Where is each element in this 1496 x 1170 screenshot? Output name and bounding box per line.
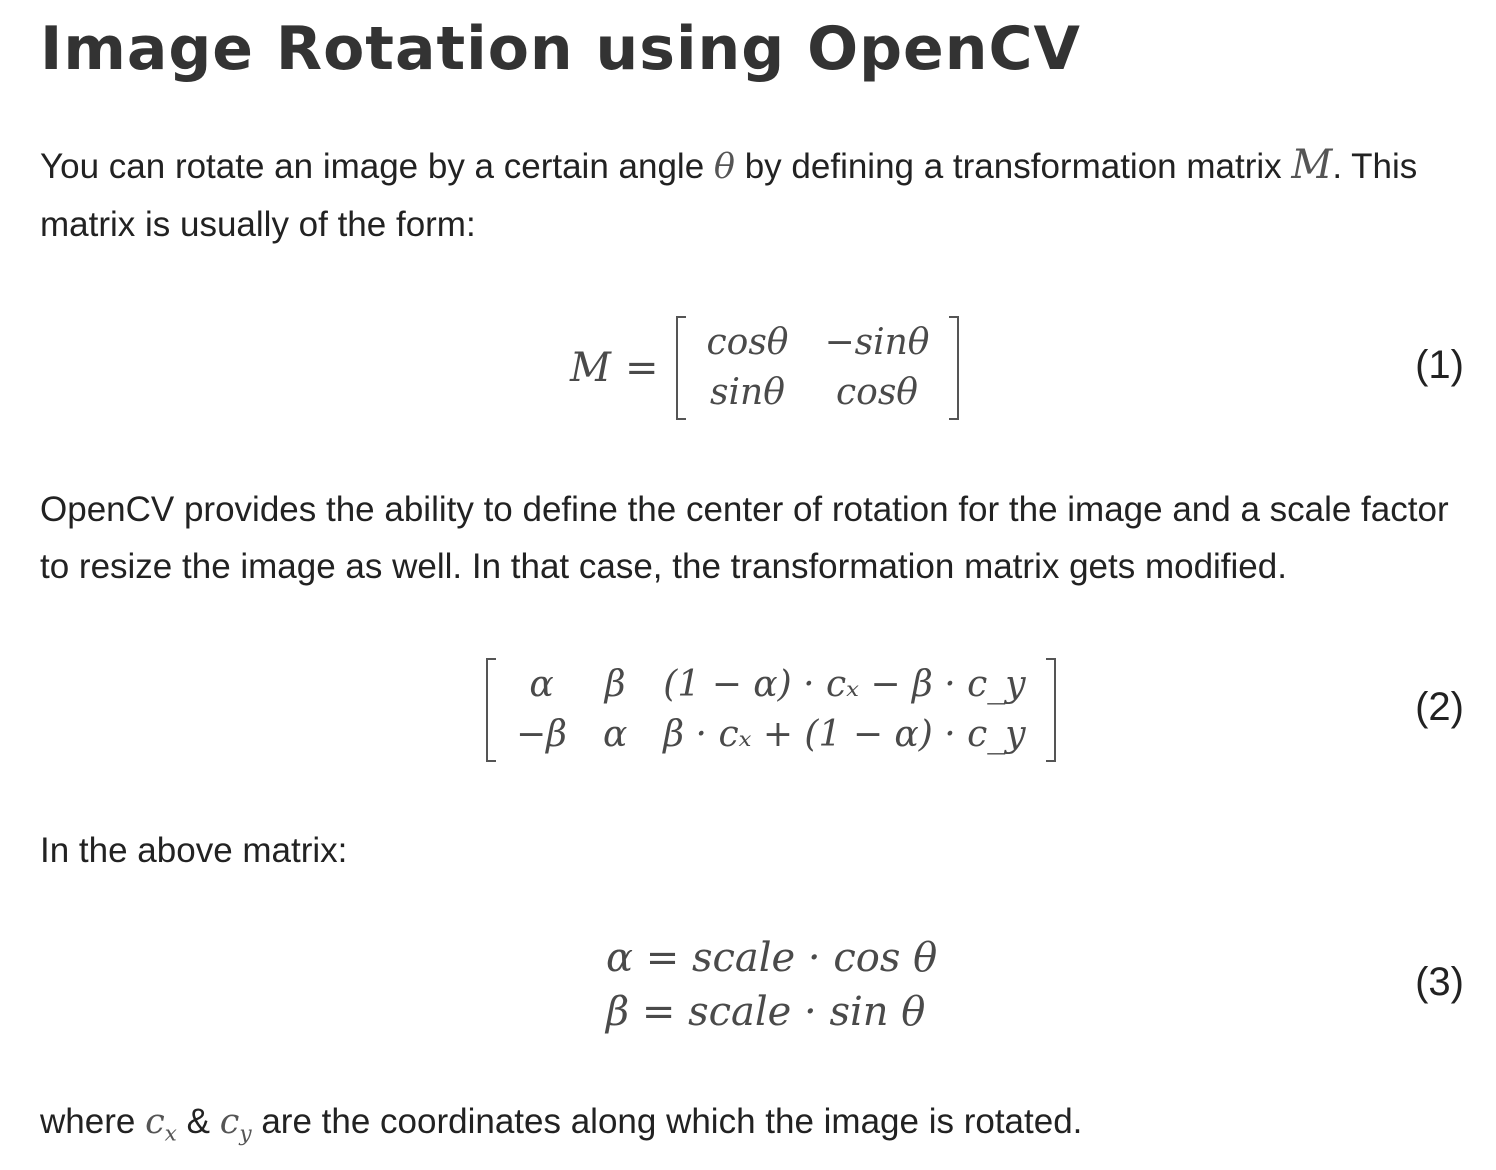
eq2-bracket bbox=[486, 658, 1056, 762]
eq1-lhs: M = bbox=[570, 344, 659, 391]
cx-symbol: $c_x$ bbox=[145, 1102, 177, 1147]
alpha-beta-definitions bbox=[606, 930, 937, 1040]
equation-number-2: (2) bbox=[1415, 685, 1464, 729]
eq1-cell: cosθ bbox=[835, 371, 918, 413]
beta-definition: β = scale · sin θ bbox=[606, 989, 926, 1035]
page-title: Image Rotation using OpenCV bbox=[40, 14, 1081, 84]
intro-paragraph bbox=[40, 137, 1470, 253]
eq2-cell: (1 − α) · cₓ − β · c_y bbox=[663, 664, 1026, 705]
equation-2 bbox=[0, 655, 1496, 765]
eq1-bracket bbox=[676, 316, 959, 420]
intro-text-2: by defining a transformation matrix bbox=[744, 147, 1282, 186]
matrix-symbol: M bbox=[1291, 142, 1333, 188]
theta-symbol: θ bbox=[713, 147, 735, 187]
intro-text-3: . This matrix is usually of the form: bbox=[40, 147, 1418, 244]
closing-paragraph bbox=[40, 1093, 1470, 1163]
eq1-cell: sinθ bbox=[710, 371, 785, 413]
eq2-cell: α bbox=[529, 664, 554, 705]
eq2-cell: −β bbox=[516, 714, 567, 755]
closing-rest: are the coordinates along which the image is rotated. bbox=[261, 1102, 1083, 1141]
eq2-cell: β bbox=[604, 664, 626, 705]
opencv-paragraph: OpenCV provides the ability to define the center of rotation for the image and a scale factor to resize the image as well. In that case, the transformation matrix gets modified. bbox=[40, 490, 1449, 586]
eq1-cell: −sinθ bbox=[824, 321, 930, 363]
eq1-cell: cosθ bbox=[706, 321, 789, 363]
equation-number-3: (3) bbox=[1415, 960, 1464, 1004]
eq2-cell: β · cₓ + (1 − α) · c_y bbox=[663, 714, 1026, 755]
above-matrix-paragraph: In the above matrix: bbox=[40, 831, 348, 870]
eq2-cell: α bbox=[602, 714, 628, 755]
closing-amp: & bbox=[186, 1102, 210, 1141]
cy-symbol: $c_y$ bbox=[219, 1102, 252, 1147]
closing-where: where bbox=[40, 1102, 136, 1141]
equation-3 bbox=[0, 930, 1496, 1040]
equation-1 bbox=[0, 310, 1496, 425]
alpha-definition: α = scale · cos θ bbox=[606, 935, 938, 981]
rotation-matrix bbox=[570, 310, 959, 425]
equation-number-1: (1) bbox=[1415, 343, 1464, 387]
affine-matrix bbox=[486, 655, 1056, 765]
intro-text-1: You can rotate an image by a certain angle bbox=[40, 147, 705, 186]
